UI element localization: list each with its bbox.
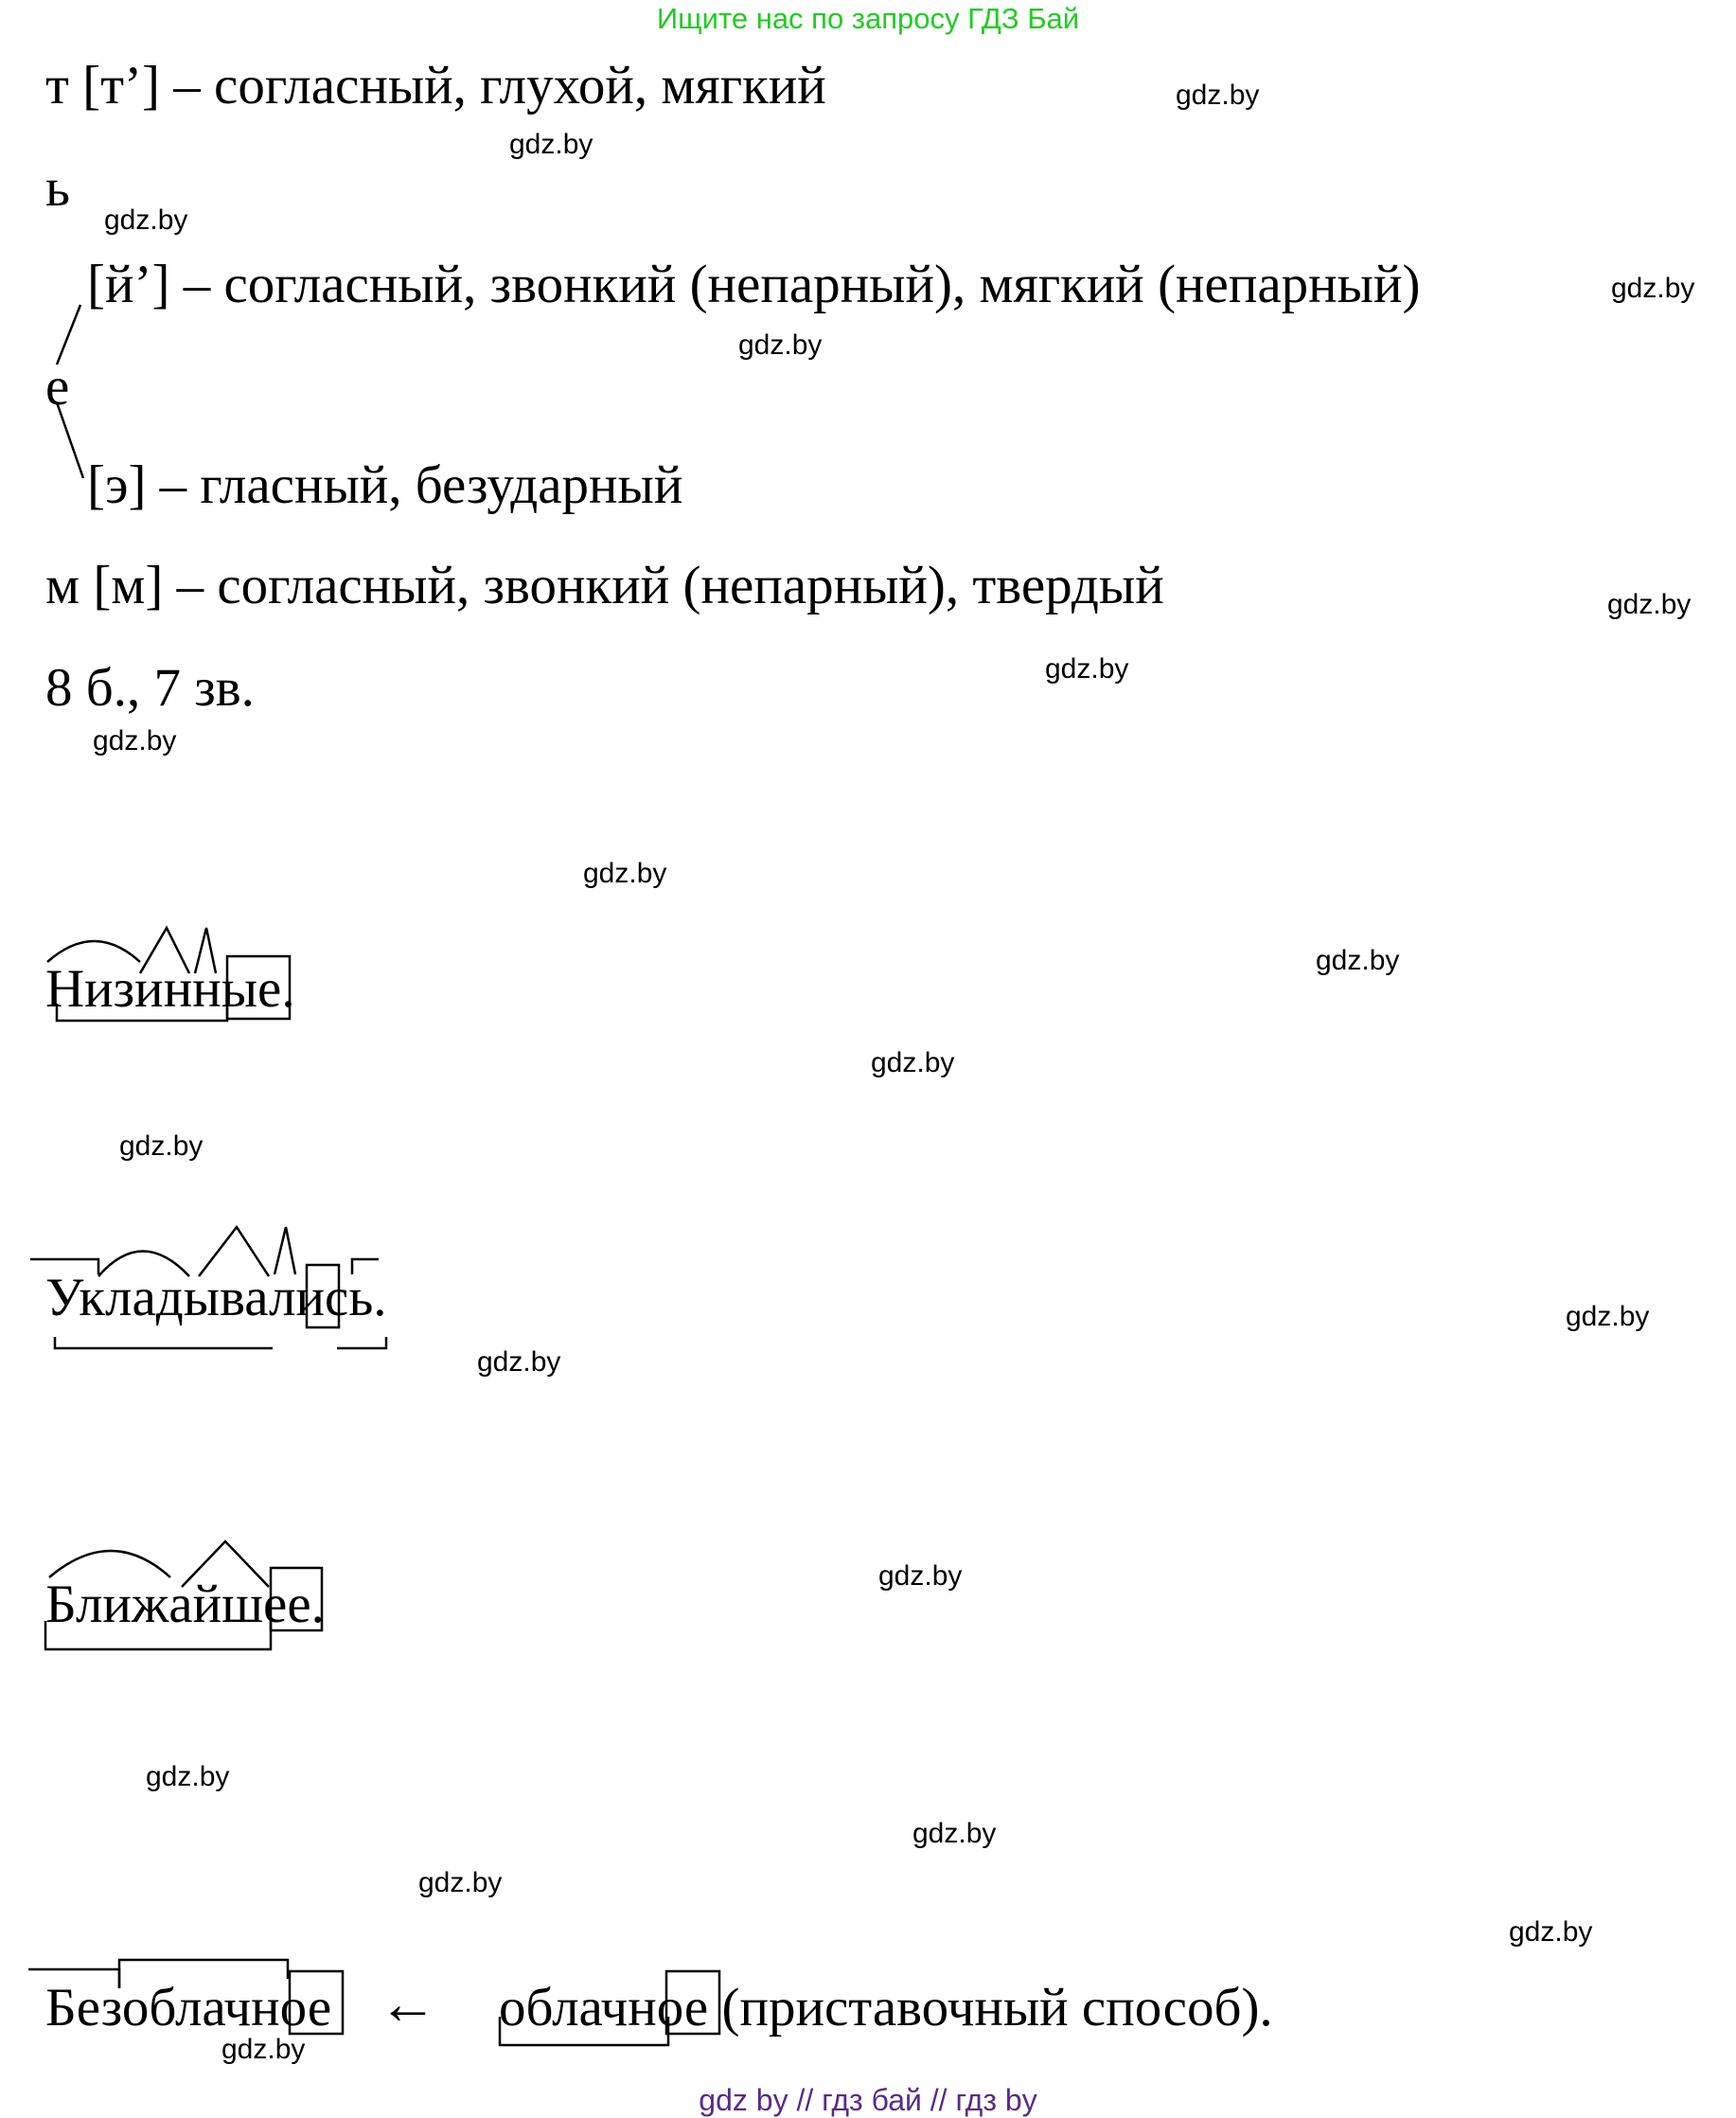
word3-ending: ее [263,1575,311,1634]
watermark: gdz.by [509,129,593,160]
word-blizhaishee [45,1575,325,1634]
watermark: gdz.by [1611,273,1695,304]
word1-stem: Низинн [45,959,221,1019]
word3-period: . [310,1575,325,1634]
watermark: gdz.by [878,1560,963,1592]
word-ukladyvalis [45,1268,387,1327]
word3-stem: Ближайш [45,1575,264,1634]
soft-sign-letter: ь [45,158,70,218]
derived-ending: ое [279,1978,332,2038]
footer-link-gdz-by[interactable]: gdz by [699,2083,788,2117]
word2-stem-bracket-2 [337,1337,386,1348]
sound-j-line: [й’] – согласный, звонкий (непарный), мягкий (непарный) [87,255,1421,314]
word2-suffix: и [295,1268,326,1327]
base-stem: облачн [499,1978,657,2038]
watermark: gdz.by [1607,589,1692,620]
sound-t-line: т [т’] – согласный, глухой, мягкий [45,56,826,116]
watermark: gdz.by [418,1867,503,1898]
base-ending: ое [656,1978,709,2038]
search-hint-banner [0,2,1736,36]
watermark: gdz.by [1045,653,1129,685]
footer-separator: // [930,2083,948,2117]
watermark: gdz.by [104,205,188,236]
derived-stem: Безоблачн [45,1978,280,2038]
e-branch-upper [57,305,80,365]
footer-links [0,2083,1736,2118]
watermark: gdz.by [871,1047,955,1078]
watermark: gdz.by [738,329,823,361]
word-nizinnye [45,959,295,1019]
word2-postfix: сь. [325,1268,387,1327]
watermark: gdz.by [912,1818,997,1849]
watermark: gdz.by [221,2034,306,2065]
word2-part1: Укладывал [45,1268,296,1327]
derivation-arrow-icon: ← [379,1972,437,2037]
watermark: gdz.by [146,1761,230,1792]
watermark: gdz.by [1566,1301,1650,1332]
word1-ending: ые [221,959,282,1019]
letters-sounds-summary: 8 б., 7 зв. [45,658,255,718]
watermark: gdz.by [583,858,667,889]
watermark: gdz.by [1316,945,1400,976]
base-word-oblachnoe [499,1978,1273,2038]
watermark: gdz.by [1509,1916,1593,1948]
sound-m-line: м [м] – согласный, звонкий (непарный), твердый [45,556,1164,615]
footer-link-gdz-bai[interactable]: гдз бай [822,2083,922,2117]
word2-stem-bracket-1 [55,1337,273,1348]
watermark: gdz.by [119,1130,204,1162]
sound-e-line: [э] – гласный, безударный [87,455,683,515]
word3-root-arc [49,1551,170,1577]
footer-link-gdz-by-alt[interactable]: гдз by [955,2083,1037,2117]
watermark: gdz.by [1176,80,1260,111]
letter-e: е [45,357,70,417]
watermark: gdz.by [477,1346,561,1378]
derivation-method: (приставочный способ). [721,1978,1273,2038]
search-hint-text: Ищите нас по запросу ГДЗ Бай [656,2,1080,35]
watermark: gdz.by [93,725,177,756]
derived-word-bezoblachnoe [45,1978,332,2038]
footer-separator: // [796,2083,814,2117]
word1-period: . [281,959,295,1019]
